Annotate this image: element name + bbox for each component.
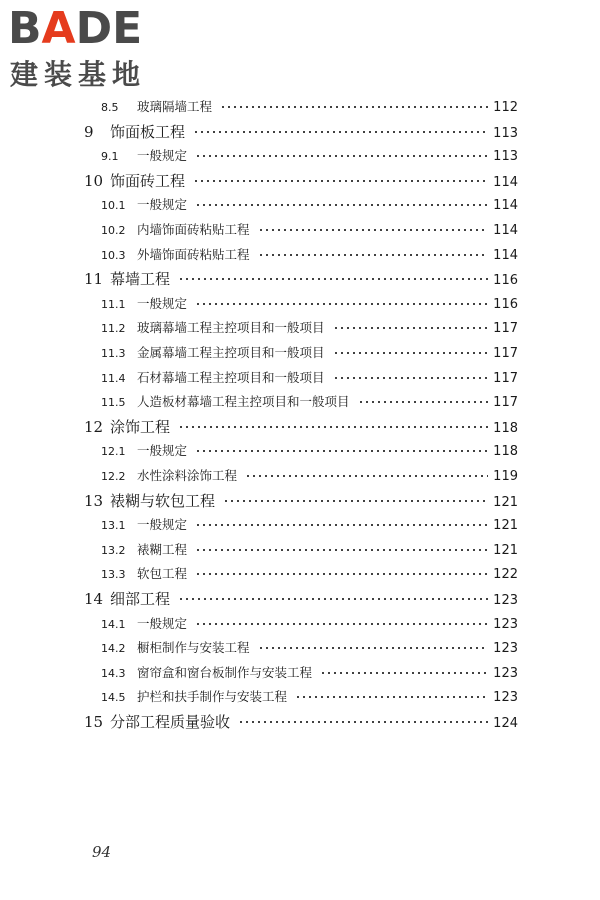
toc-dot-leader bbox=[193, 177, 488, 185]
toc-section-entry[interactable] bbox=[101, 390, 518, 414]
toc-entry-number: 11.5 bbox=[101, 396, 126, 409]
toc-entry-title: 分部工程质量验收 bbox=[110, 713, 231, 731]
logo-wordmark bbox=[8, 4, 142, 54]
toc-dot-leader bbox=[195, 300, 488, 308]
toc-entry-page: 113 bbox=[493, 149, 518, 164]
logo-letters-de: DE bbox=[75, 3, 143, 54]
toc-entry-number: 9 bbox=[84, 123, 94, 141]
toc-entry-page: 114 bbox=[493, 198, 518, 213]
toc-entry-number: 10 bbox=[84, 172, 104, 190]
toc-entry-title: 细部工程 bbox=[110, 590, 171, 608]
toc-entry-number: 11 bbox=[84, 270, 104, 288]
toc-entry-page: 114 bbox=[493, 175, 518, 190]
toc-entry-title: 一般规定 bbox=[137, 443, 188, 458]
toc-entry-number: 13.3 bbox=[101, 568, 126, 581]
toc-section-entry[interactable] bbox=[101, 316, 518, 340]
toc-entry-title: 饰面砖工程 bbox=[110, 172, 186, 190]
toc-entry-title: 人造板材幕墙工程主控项目和一般项目 bbox=[137, 394, 350, 409]
toc-entry-page: 117 bbox=[493, 321, 518, 336]
toc-entry-page: 112 bbox=[493, 100, 518, 115]
toc-section-entry[interactable] bbox=[101, 636, 518, 660]
toc-entry-title: 涂饰工程 bbox=[110, 418, 171, 436]
toc-entry-page: 122 bbox=[493, 567, 518, 582]
toc-entry-page: 114 bbox=[493, 248, 518, 263]
toc-section-entry[interactable] bbox=[101, 218, 518, 242]
toc-dot-leader bbox=[333, 324, 488, 332]
toc-dot-leader bbox=[333, 349, 488, 357]
toc-entry-title: 幕墙工程 bbox=[110, 270, 171, 288]
toc-entry-title: 一般规定 bbox=[137, 616, 188, 631]
toc-entry-number: 12 bbox=[84, 418, 104, 436]
toc-entry-number: 14.1 bbox=[101, 618, 126, 631]
toc-section-entry[interactable] bbox=[101, 538, 518, 562]
toc-entry-title: 外墙饰面砖粘贴工程 bbox=[137, 247, 250, 262]
toc-entry-title: 一般规定 bbox=[137, 517, 188, 532]
toc-dot-leader bbox=[195, 447, 488, 455]
toc-entry-page: 114 bbox=[493, 223, 518, 238]
toc-dot-leader bbox=[178, 275, 488, 283]
toc-entry-title: 裱糊工程 bbox=[137, 542, 188, 557]
toc-entry-page: 119 bbox=[493, 469, 518, 484]
toc-section-entry[interactable] bbox=[101, 685, 518, 709]
toc-section-entry[interactable] bbox=[101, 562, 518, 586]
toc-dot-leader bbox=[245, 472, 488, 480]
toc-dot-leader bbox=[195, 570, 488, 578]
toc-dot-leader bbox=[320, 669, 488, 677]
toc-chapter-entry[interactable] bbox=[84, 415, 518, 439]
toc-entry-title: 护栏和扶手制作与安装工程 bbox=[137, 689, 288, 704]
toc-chapter-entry[interactable] bbox=[84, 120, 518, 144]
toc-section-entry[interactable] bbox=[101, 612, 518, 636]
toc-entry-page: 117 bbox=[493, 395, 518, 410]
toc-entry-number: 10.3 bbox=[101, 249, 126, 262]
toc-entry-page: 118 bbox=[493, 444, 518, 459]
toc-section-entry[interactable] bbox=[101, 366, 518, 390]
toc-entry-page: 116 bbox=[493, 273, 518, 288]
toc-entry-number: 10.1 bbox=[101, 199, 126, 212]
toc-entry-title: 一般规定 bbox=[137, 197, 188, 212]
toc-entry-number: 13.1 bbox=[101, 519, 126, 532]
toc-entry-page: 123 bbox=[493, 690, 518, 705]
toc-section-entry[interactable] bbox=[101, 341, 518, 365]
toc-entry-number: 11.4 bbox=[101, 372, 126, 385]
toc-entry-number: 11.1 bbox=[101, 298, 126, 311]
toc-dot-leader bbox=[223, 497, 488, 505]
toc-entry-number: 15 bbox=[84, 713, 104, 731]
toc-entry-page: 121 bbox=[493, 518, 518, 533]
toc-entry-number: 10.2 bbox=[101, 224, 126, 237]
toc-entry-number: 12.2 bbox=[101, 470, 126, 483]
toc-entry-number: 9.1 bbox=[101, 150, 119, 163]
toc-entry-title: 窗帘盒和窗台板制作与安装工程 bbox=[137, 665, 313, 680]
toc-entry-page: 118 bbox=[493, 421, 518, 436]
toc-chapter-entry[interactable] bbox=[84, 587, 518, 611]
toc-dot-leader bbox=[258, 226, 488, 234]
toc-entry-title: 玻璃隔墙工程 bbox=[137, 99, 213, 114]
logo-subtitle: 建装基地 bbox=[10, 58, 147, 91]
toc-entry-title: 石材幕墙工程主控项目和一般项目 bbox=[137, 370, 325, 385]
toc-section-entry[interactable] bbox=[101, 661, 518, 685]
toc-section-entry[interactable] bbox=[101, 95, 518, 119]
toc-dot-leader bbox=[258, 251, 488, 259]
toc-entry-page: 117 bbox=[493, 346, 518, 361]
logo-letter-a-accent: A bbox=[41, 3, 76, 54]
toc-entry-page: 113 bbox=[493, 126, 518, 141]
toc-entry-title: 水性涂料涂饰工程 bbox=[137, 468, 238, 483]
toc-entry-title: 软包工程 bbox=[137, 566, 188, 581]
toc-entry-title: 金属幕墙工程主控项目和一般项目 bbox=[137, 345, 325, 360]
toc-entry-page: 123 bbox=[493, 617, 518, 632]
toc-entry-number: 8.5 bbox=[101, 101, 119, 114]
toc-entry-page: 116 bbox=[493, 297, 518, 312]
toc-section-entry[interactable] bbox=[101, 243, 518, 267]
toc-dot-leader bbox=[333, 374, 488, 382]
toc-entry-page: 123 bbox=[493, 641, 518, 656]
toc-entry-number: 11.2 bbox=[101, 322, 126, 335]
toc-section-entry[interactable] bbox=[101, 144, 518, 168]
toc-chapter-entry[interactable] bbox=[84, 169, 518, 193]
toc-entry-number: 14.5 bbox=[101, 691, 126, 704]
toc-entry-title: 内墙饰面砖粘贴工程 bbox=[137, 222, 250, 237]
toc-chapter-entry[interactable] bbox=[84, 710, 518, 734]
toc-dot-leader bbox=[195, 546, 488, 554]
toc-dot-leader bbox=[195, 620, 488, 628]
toc-dot-leader bbox=[295, 693, 488, 701]
toc-dot-leader bbox=[358, 398, 488, 406]
toc-entry-page: 123 bbox=[493, 666, 518, 681]
toc-chapter-entry[interactable] bbox=[84, 267, 518, 291]
toc-entry-number: 14.2 bbox=[101, 642, 126, 655]
toc-entry-number: 12.1 bbox=[101, 445, 126, 458]
toc-entry-title: 橱柜制作与安装工程 bbox=[137, 640, 250, 655]
toc-entry-title: 玻璃幕墙工程主控项目和一般项目 bbox=[137, 320, 325, 335]
toc-entry-page: 121 bbox=[493, 495, 518, 510]
page-number: 94 bbox=[92, 843, 112, 861]
toc-section-entry[interactable] bbox=[101, 513, 518, 537]
toc-entry-number: 14 bbox=[84, 590, 104, 608]
logo-letter-b: B bbox=[8, 3, 42, 54]
toc-chapter-entry[interactable] bbox=[84, 489, 518, 513]
toc-entry-number: 11.3 bbox=[101, 347, 126, 360]
toc-entry-title: 一般规定 bbox=[137, 148, 188, 163]
toc-entry-number: 13 bbox=[84, 492, 104, 510]
bade-logo bbox=[8, 4, 178, 96]
toc-dot-leader bbox=[178, 423, 488, 431]
toc-entry-page: 117 bbox=[493, 371, 518, 386]
toc-dot-leader bbox=[238, 718, 488, 726]
toc-dot-leader bbox=[258, 644, 488, 652]
toc-entry-page: 124 bbox=[493, 716, 518, 731]
toc-section-entry[interactable] bbox=[101, 464, 518, 488]
toc-dot-leader bbox=[195, 521, 488, 529]
toc-entry-title: 饰面板工程 bbox=[110, 123, 186, 141]
toc-section-entry[interactable] bbox=[101, 193, 518, 217]
toc-entry-title: 裱糊与软包工程 bbox=[110, 492, 216, 510]
toc-dot-leader bbox=[178, 595, 488, 603]
toc-dot-leader bbox=[193, 128, 488, 136]
toc-dot-leader bbox=[195, 152, 488, 160]
toc-entry-number: 14.3 bbox=[101, 667, 126, 680]
toc-entry-page: 121 bbox=[493, 543, 518, 558]
toc-section-entry[interactable] bbox=[101, 292, 518, 316]
toc-entry-page: 123 bbox=[493, 593, 518, 608]
toc-entry-title: 一般规定 bbox=[137, 296, 188, 311]
toc-dot-leader bbox=[195, 201, 488, 209]
toc-entry-number: 13.2 bbox=[101, 544, 126, 557]
toc-dot-leader bbox=[220, 103, 488, 111]
toc-section-entry[interactable] bbox=[101, 439, 518, 463]
